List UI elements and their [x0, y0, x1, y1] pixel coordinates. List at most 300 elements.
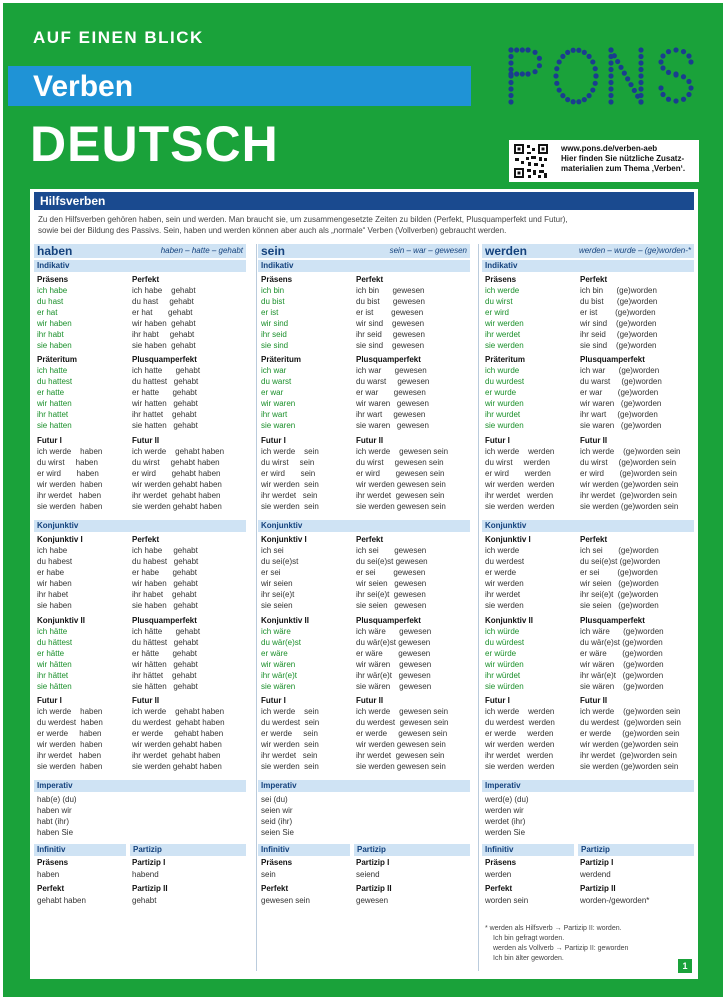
- tense-label: Perfekt: [132, 275, 160, 284]
- conjugation-line: du werdest (ge)worden sein: [580, 718, 681, 727]
- conjugation-line: werden Sie: [485, 828, 526, 837]
- infinitiv-perfekt: worden sein: [485, 896, 529, 905]
- conjugation-line: du wirst: [485, 297, 513, 306]
- conjugation-line: ich sei: [261, 546, 284, 555]
- conjugation-line: er wird haben: [37, 469, 99, 478]
- conjugation-line: wir werden haben: [37, 480, 103, 489]
- tense-label: Futur II: [356, 436, 384, 445]
- conjugation-line: ihr werdet gewesen sein: [356, 751, 445, 760]
- conjugation-line: ihr werdet sein: [261, 491, 318, 500]
- conjugation-line: sie werden (ge)worden sein: [580, 502, 679, 511]
- tense-label: Futur I: [261, 436, 286, 445]
- conjugation-line: sie sind gewesen: [356, 341, 425, 350]
- tense-label: Plusquamperfekt: [356, 616, 421, 625]
- conjugation-line: wir haben: [37, 319, 72, 328]
- verb-column: [482, 244, 694, 971]
- conjugation-line: sie werden gehabt haben: [132, 762, 222, 771]
- conjugation-line: du sei(e)st: [261, 557, 299, 566]
- pons-logo: [506, 45, 701, 107]
- mood-header: [482, 520, 694, 532]
- conjugation-line: du wär(e)st gewesen: [356, 638, 431, 647]
- tense-label: Perfekt: [580, 535, 608, 544]
- mood-label: Partizip: [357, 845, 386, 854]
- verb-column: [258, 244, 470, 971]
- mood-header: [34, 260, 246, 272]
- conjugation-line: ich werde (ge)worden sein: [580, 707, 681, 716]
- qr-url[interactable]: www.pons.de/verben-aeb: [561, 144, 658, 153]
- conjugation-line: sie wären: [261, 682, 296, 691]
- tense-label: Partizip I: [580, 858, 614, 867]
- conjugation-line: du wirst (ge)worden sein: [580, 458, 677, 467]
- qr-code-icon: [513, 143, 549, 179]
- conjugation-line: wir wären gewesen: [356, 660, 432, 669]
- conjugation-line: du bist gewesen: [356, 297, 425, 306]
- tense-label: Partizip II: [132, 884, 168, 893]
- conjugation-line: wir waren: [261, 399, 296, 408]
- conjugation-line: ihr werdet haben: [37, 751, 102, 760]
- qr-text: [561, 144, 685, 174]
- conjugation-line: ich wäre: [261, 627, 291, 636]
- conjugation-line: ihr werdet: [485, 330, 521, 339]
- conjugation-line: ihr wär(e)t gewesen: [356, 671, 431, 680]
- tense-label: Präsens: [485, 275, 517, 284]
- conjugation-line: wir waren (ge)worden: [580, 399, 662, 408]
- conjugation-line: du wirst gewesen sein: [356, 458, 444, 467]
- conjugation-line: du hast gehabt: [132, 297, 194, 306]
- conjugation-line: wir sind gewesen: [356, 319, 425, 328]
- tense-label: Präsens: [37, 858, 69, 867]
- conjugation-line: sie hatten gehabt: [132, 421, 198, 430]
- section-title: Hilfsverben: [40, 194, 106, 208]
- conjugation-line: wir hatten: [37, 399, 72, 408]
- conjugation-line: wir werden (ge)worden sein: [580, 480, 679, 489]
- conjugation-line: ich werde werden: [485, 707, 555, 716]
- conjugation-line: du habest gehabt: [132, 557, 199, 566]
- conjugation-line: ihr hättet gehabt: [132, 671, 197, 680]
- tense-label: Partizip II: [356, 884, 392, 893]
- tense-label: Futur I: [37, 436, 62, 445]
- conjugation-line: er war gewesen: [356, 388, 426, 397]
- conjugation-line: wir werden sein: [261, 740, 319, 749]
- conjugation-line: er werde gehabt haben: [132, 729, 224, 738]
- conjugation-line: du habest: [37, 557, 73, 566]
- mood-header: [258, 780, 470, 792]
- conjugation-line: seien wir: [261, 806, 293, 815]
- conjugation-line: ihr hattet gehabt: [132, 410, 197, 419]
- tense-label: Präsens: [37, 275, 69, 284]
- conjugation-line: ich hatte: [37, 366, 68, 375]
- conjugation-line: er ist: [261, 308, 279, 317]
- mood-label: Infinitiv: [485, 845, 514, 854]
- conjugation-line: du würdest: [485, 638, 525, 647]
- conjugation-line: er wird (ge)worden sein: [580, 469, 677, 478]
- tense-label: Plusquamperfekt: [132, 616, 197, 625]
- tense-label: Konjunktiv II: [485, 616, 533, 625]
- conjugation-line: ich habe: [37, 546, 68, 555]
- conjugation-line: ihr werdet gewesen sein: [356, 491, 445, 500]
- conjugation-line: ich hatte gehabt: [132, 366, 201, 375]
- conjugation-line: ihr werdet gehabt haben: [132, 751, 221, 760]
- mood-header: [258, 260, 470, 272]
- conjugation-line: ich habe: [37, 286, 68, 295]
- tense-label: Plusquamperfekt: [580, 355, 645, 364]
- conjugation-line: du sei(e)st gewesen: [356, 557, 428, 566]
- intro-line-2: sowie bei der Bildung des Passivs. Sein, haben und werden können aber auch als „normale“ Verben (Vollverben) gebraucht werden.: [38, 226, 507, 235]
- conjugation-line: ihr seid (ge)worden: [580, 330, 658, 339]
- conjugation-line: ich hätte: [37, 627, 68, 636]
- conjugation-line: ich bin: [261, 286, 285, 295]
- conjugation-line: du werdest werden: [485, 718, 555, 727]
- conjugation-line: ich sei gewesen: [356, 546, 427, 555]
- language-title: DEUTSCH: [30, 116, 279, 172]
- conjugation-line: ich werde haben: [37, 447, 103, 456]
- conjugation-line: wir werden gewesen sein: [356, 480, 446, 489]
- qr-line-1: Hier finden Sie nützliche Zusatz-: [561, 154, 685, 163]
- conjugation-line: sie werden sein: [261, 502, 319, 511]
- tense-label: Perfekt: [485, 884, 513, 893]
- conjugation-line: er hat gehabt: [132, 308, 193, 317]
- conjugation-line: er hatte gehabt: [132, 388, 197, 397]
- conjugation-line: sie hatten: [37, 421, 72, 430]
- conjugation-line: ihr werdet (ge)worden sein: [580, 491, 677, 500]
- tense-label: Konjunktiv II: [261, 616, 309, 625]
- tense-label: Präsens: [485, 858, 517, 867]
- partizip-2: gehabt: [132, 896, 157, 905]
- tense-label: Präteritum: [261, 355, 302, 364]
- conjugation-line: ich werde: [485, 546, 520, 555]
- conjugation-line: habt (ihr): [37, 817, 70, 826]
- conjugation-line: du werdest: [485, 557, 525, 566]
- infinitiv-header: [482, 844, 574, 856]
- footnote-line: Ich bin älter geworden.: [493, 955, 564, 962]
- kicker: AUF EINEN BLICK: [33, 28, 204, 47]
- footnote-line: * werden als Hilfsverb → Partizip II: worden.: [485, 925, 622, 932]
- conjugation-line: ihr werdet haben: [37, 491, 102, 500]
- conjugation-line: du werdest sein: [261, 718, 320, 727]
- tense-label: Futur I: [485, 696, 510, 705]
- conjugation-line: er ist gewesen: [356, 308, 424, 317]
- conjugation-line: wir hatten gehabt: [132, 399, 198, 408]
- conjugation-line: du wirst gehabt haben: [132, 458, 220, 467]
- mood-label: Imperativ: [37, 781, 73, 790]
- conjugation-line: sie haben: [37, 341, 72, 350]
- subject-title: Verben: [33, 70, 134, 103]
- mood-label: Partizip: [133, 845, 162, 854]
- subject-bar: [8, 66, 471, 106]
- conjugation-line: ich hätte gehabt: [132, 627, 201, 636]
- conjugation-line: ich werde gehabt haben: [132, 707, 225, 716]
- mood-label: Imperativ: [485, 781, 521, 790]
- conjugation-line: sie sind: [261, 341, 289, 350]
- conjugation-line: sie seien gewesen: [356, 601, 427, 610]
- conjugation-line: haben wir: [37, 806, 72, 815]
- conjugation-line: wir werden (ge)worden sein: [580, 740, 679, 749]
- partizip-1: habend: [132, 870, 159, 879]
- conjugation-line: wir wären (ge)worden: [580, 660, 664, 669]
- infinitiv-perfekt: gehabt haben: [37, 896, 86, 905]
- conjugation-line: wir werden gewesen sein: [356, 740, 446, 749]
- conjugation-line: er hat: [37, 308, 58, 317]
- conjugation-line: du hattest: [37, 377, 73, 386]
- conjugation-line: wir sind (ge)worden: [580, 319, 657, 328]
- conjugation-line: er wird werden: [485, 469, 551, 478]
- conjugation-line: er würde: [485, 649, 517, 658]
- mood-label: Infinitiv: [261, 845, 290, 854]
- conjugation-line: ihr werdet werden: [485, 491, 554, 500]
- conjugation-line: wir werden gehabt haben: [132, 740, 222, 749]
- qr-info-box: [509, 140, 699, 182]
- conjugation-line: ich war gewesen: [356, 366, 427, 375]
- conjugation-line: er sei: [261, 568, 281, 577]
- conjugation-line: werd(e) (du): [485, 795, 529, 804]
- conjugation-line: er habe gehabt: [132, 568, 197, 577]
- conjugation-line: er sei gewesen: [356, 568, 426, 577]
- mood-header: [482, 260, 694, 272]
- conjugation-line: sie werden: [485, 341, 524, 350]
- conjugation-line: sie werden gewesen sein: [356, 502, 446, 511]
- tense-label: Perfekt: [132, 535, 160, 544]
- conjugation-line: er werde (ge)worden sein: [580, 729, 680, 738]
- conjugation-line: er hätte: [37, 649, 65, 658]
- verb-column: [34, 244, 246, 971]
- conjugation-line: ihr sei(e)t: [261, 590, 295, 599]
- tense-label: Perfekt: [356, 275, 384, 284]
- conjugation-line: wir seien (ge)worden: [580, 579, 659, 588]
- partizip-2: gewesen: [356, 896, 389, 905]
- conjugation-line: ihr hattet: [37, 410, 69, 419]
- mood-header: [34, 520, 246, 532]
- conjugation-line: sie sind (ge)worden: [580, 341, 657, 350]
- conjugation-line: ich sei (ge)worden: [580, 546, 659, 555]
- mood-header: [34, 780, 246, 792]
- verb-principal-parts: haben – hatte – gehabt: [160, 246, 243, 255]
- conjugation-line: ich würde: [485, 627, 520, 636]
- conjugation-line: wir haben gehabt: [132, 319, 196, 328]
- conjugation-line: ihr würdet: [485, 671, 521, 680]
- conjugation-line: ich bin gewesen: [356, 286, 425, 295]
- tense-label: Präteritum: [485, 355, 526, 364]
- conjugation-line: du wirst haben: [37, 458, 98, 467]
- conjugation-line: er sei (ge)worden: [580, 568, 658, 577]
- conjugation-line: er werde sein: [261, 729, 318, 738]
- conjugation-line: ihr habt gehabt: [132, 330, 195, 339]
- verb-principal-parts: werden – wurde – (ge)worden-*: [578, 246, 691, 255]
- conjugation-line: sie waren gewesen: [356, 421, 429, 430]
- conjugation-line: sie werden werden: [485, 762, 555, 771]
- conjugation-line: wir werden: [485, 319, 524, 328]
- conjugation-line: ihr habet: [37, 590, 69, 599]
- partizip-header: [354, 844, 470, 856]
- verb-header: [34, 244, 246, 258]
- conjugation-line: sie haben: [37, 601, 72, 610]
- mood-label: Konjunktiv: [37, 521, 79, 530]
- conjugation-line: ich werde sein: [261, 447, 319, 456]
- conjugation-line: du hattest gehabt: [132, 377, 199, 386]
- conjugation-line: er wird gewesen sein: [356, 469, 445, 478]
- conjugation-line: wir seien: [261, 579, 293, 588]
- conjugation-line: er werde haben: [37, 729, 102, 738]
- conjugation-line: du wurdest: [485, 377, 525, 386]
- conjugation-line: du warst gewesen: [356, 377, 430, 386]
- conjugation-line: du wirst sein: [261, 458, 315, 467]
- conjugation-line: er wird: [485, 308, 510, 317]
- mood-label: Indikativ: [261, 261, 294, 270]
- tense-label: Futur II: [132, 436, 160, 445]
- conjugation-line: er war: [261, 388, 284, 397]
- conjugation-line: sie werden haben: [37, 762, 103, 771]
- qr-line-2: materialien zum Thema ‚Verben‘.: [561, 164, 686, 173]
- conjugation-line: ich wäre gewesen: [356, 627, 432, 636]
- partizip-1: werdend: [580, 870, 611, 879]
- conjugation-line: ihr wär(e)t (ge)worden: [580, 671, 664, 680]
- conjugation-line: seid (ihr): [261, 817, 293, 826]
- tense-label: Futur II: [356, 696, 384, 705]
- conjugation-line: er werde werden: [485, 729, 554, 738]
- conjugation-line: du bist (ge)worden: [580, 297, 658, 306]
- tense-label: Partizip I: [132, 858, 166, 867]
- conjugation-line: sie werden: [485, 601, 524, 610]
- conjugation-line: ich werde gehabt haben: [132, 447, 225, 456]
- verb-name: werden: [485, 244, 528, 258]
- verb-header: [482, 244, 694, 258]
- tense-label: Partizip II: [580, 884, 616, 893]
- tense-label: Präteritum: [37, 355, 78, 364]
- tense-label: Futur II: [580, 436, 608, 445]
- tense-label: Konjunktiv I: [261, 535, 307, 544]
- mood-label: Infinitiv: [37, 845, 66, 854]
- conjugation-line: ihr werdet: [485, 590, 521, 599]
- conjugation-line: ich werde sein: [261, 707, 319, 716]
- conjugation-line: ihr wär(e)t: [261, 671, 298, 680]
- conjugation-line: du hast: [37, 297, 64, 306]
- conjugation-line: wir werden werden: [485, 480, 555, 489]
- conjugation-line: du wirst werden: [485, 458, 550, 467]
- conjugation-line: er wurde: [485, 388, 517, 397]
- column-divider: [256, 244, 257, 971]
- conjugation-line: ich werde (ge)worden sein: [580, 447, 681, 456]
- conjugation-line: er werde gewesen sein: [356, 729, 448, 738]
- tense-label: Konjunktiv I: [485, 535, 531, 544]
- conjugation-line: ihr werdet werden: [485, 751, 554, 760]
- content-card: [30, 189, 698, 979]
- conjugation-line: ihr sei(e)t gewesen: [356, 590, 426, 599]
- intro-line-1: Zu den Hilfsverben gehören haben, sein und werden. Man braucht sie, um zusammengesetzte Zeiten zu bilden (Perfekt, Plusquamperfekt und Futur),: [38, 215, 568, 224]
- conjugation-line: ihr seid: [261, 330, 287, 339]
- conjugation-line: ihr sei(e)t (ge)worden: [580, 590, 659, 599]
- conjugation-line: ihr werdet sein: [261, 751, 318, 760]
- tense-label: Perfekt: [37, 884, 65, 893]
- conjugation-line: ich habe gehabt: [132, 546, 198, 555]
- conjugation-line: ich war (ge)worden: [580, 366, 660, 375]
- conjugation-line: du werdest gehabt haben: [132, 718, 225, 727]
- verb-header: [258, 244, 470, 258]
- conjugation-line: du werdest gewesen sein: [356, 718, 449, 727]
- tense-label: Konjunktiv II: [37, 616, 85, 625]
- conjugation-line: ihr seid gewesen: [356, 330, 425, 339]
- conjugation-line: sie seien (ge)worden: [580, 601, 659, 610]
- conjugation-line: sie waren (ge)worden: [580, 421, 662, 430]
- conjugation-line: wir werden werden: [485, 740, 555, 749]
- conjugation-line: du werdest haben: [37, 718, 103, 727]
- tense-label: Futur II: [132, 696, 160, 705]
- mood-label: Partizip: [581, 845, 610, 854]
- conjugation-line: du hättest: [37, 638, 73, 647]
- conjugation-line: sie wären gewesen: [356, 682, 432, 691]
- conjugation-line: du warst (ge)worden: [580, 377, 662, 386]
- infinitiv-header: [258, 844, 350, 856]
- conjugation-line: sie werden sein: [261, 762, 319, 771]
- tense-label: Partizip I: [356, 858, 390, 867]
- conjugation-line: ihr wart (ge)worden: [580, 410, 658, 419]
- conjugation-line: ihr wart: [261, 410, 288, 419]
- conjugation-line: wir werden sein: [261, 480, 319, 489]
- conjugation-line: er wäre (ge)worden: [580, 649, 663, 658]
- footnote-line: Ich bin gefragt worden.: [493, 935, 565, 942]
- infinitiv-perfekt: gewesen sein: [261, 896, 310, 905]
- conjugation-line: wir haben: [37, 579, 72, 588]
- conjugation-line: sie werden gewesen sein: [356, 762, 446, 771]
- conjugation-line: sei (du): [261, 795, 288, 804]
- conjugation-line: sie hätten gehabt: [132, 682, 198, 691]
- conjugation-line: er wird gehabt haben: [132, 469, 221, 478]
- conjugation-line: sie werden werden: [485, 502, 555, 511]
- conjugation-line: er hatte: [37, 388, 65, 397]
- conjugation-line: wir wurden: [485, 399, 524, 408]
- conjugation-line: wir seien gewesen: [356, 579, 427, 588]
- conjugation-line: ihr habt: [37, 330, 64, 339]
- conjugation-line: wir sind: [261, 319, 289, 328]
- conjugation-line: du wär(e)st (ge)worden: [580, 638, 663, 647]
- conjugation-line: ihr werdet (ge)worden sein: [580, 751, 677, 760]
- tense-label: Perfekt: [261, 884, 289, 893]
- conjugation-line: er war (ge)worden: [580, 388, 659, 397]
- footnote: [485, 924, 628, 964]
- conjugation-line: ihr werdet gehabt haben: [132, 491, 221, 500]
- conjugation-line: ihr wart gewesen: [356, 410, 426, 419]
- infinitiv-header: [34, 844, 126, 856]
- conjugation-line: sie werden (ge)worden sein: [580, 762, 679, 771]
- conjugation-line: er hätte gehabt: [132, 649, 197, 658]
- conjugation-line: er wäre gewesen: [356, 649, 431, 658]
- conjugation-line: ich werde werden: [485, 447, 555, 456]
- conjugation-line: du hättest gehabt: [132, 638, 199, 647]
- conjugation-line: er wäre: [261, 649, 288, 658]
- mood-label: Imperativ: [261, 781, 297, 790]
- conjugation-line: wir werden gehabt haben: [132, 480, 222, 489]
- section-header: [34, 192, 694, 210]
- conjugation-line: wir haben gehabt: [132, 579, 198, 588]
- conjugation-line: hab(e) (du): [37, 795, 77, 804]
- mood-label: Indikativ: [485, 261, 518, 270]
- conjugation-line: du warst: [261, 377, 292, 386]
- conjugation-line: ich werde haben: [37, 707, 103, 716]
- mood-label: Konjunktiv: [485, 521, 527, 530]
- conjugation-line: ihr hättet: [37, 671, 69, 680]
- conjugation-line: wir waren gewesen: [356, 399, 429, 408]
- conjugation-line: werden wir: [485, 806, 524, 815]
- conjugation-line: wir werden haben: [37, 740, 103, 749]
- conjugation-line: du bist: [261, 297, 285, 306]
- conjugation-line: er wird sein: [261, 469, 316, 478]
- conjugation-line: er habe: [37, 568, 65, 577]
- conjugation-line: ich werde gewesen sein: [356, 447, 449, 456]
- conjugation-line: ich bin (ge)worden: [580, 286, 657, 295]
- conjugation-line: du sei(e)st (ge)worden: [580, 557, 661, 566]
- conjugation-line: sie seien: [261, 601, 293, 610]
- conjugation-line: wir wären: [261, 660, 296, 669]
- tense-label: Präsens: [261, 858, 293, 867]
- conjugation-line: sie waren: [261, 421, 296, 430]
